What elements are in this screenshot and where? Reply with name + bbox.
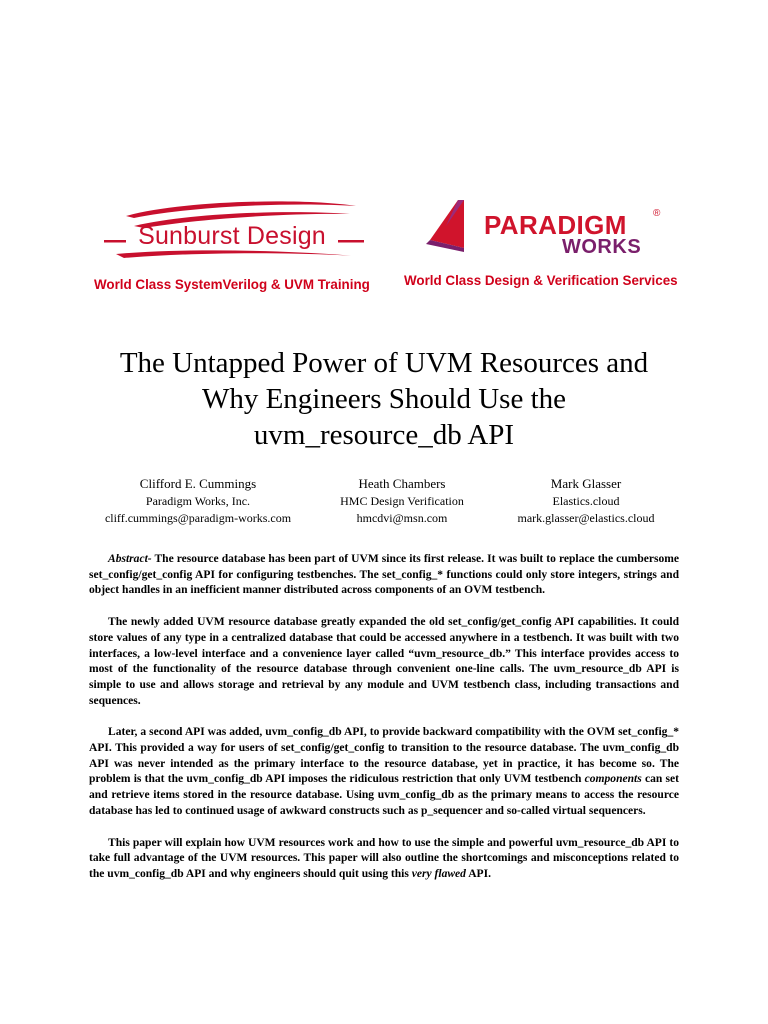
title-line-1: The Untapped Power of UVM Resources and — [119, 347, 649, 379]
registered-mark: ® — [653, 208, 661, 219]
paradigm-logo-text: PARADIGM — [484, 210, 627, 240]
author-name: Mark Glasser — [550, 476, 622, 491]
author-affiliation: Elastics.cloud — [552, 494, 620, 508]
abstract-label: Abstract- — [108, 553, 152, 565]
abstract-body — [89, 552, 679, 899]
author-block — [466, 475, 706, 527]
body-paragraph-4 — [89, 836, 679, 883]
abstract-text: The resource database has been part of UVM since its first release. It was built to replace the cumbersome set_config/get_config API for configuring testbenches. The set_config_* functions could only store integers, strings and object handles in an inefficient manner distributed across components of an OVM testbench. — [89, 553, 679, 597]
paragraph-text: can set and retrieve items stored in the resource database. Using uvm_config_db as the primary means to access the resource database has led to continued usage of awkward constructs such as p_sequencer and so-called virtual sequencers. — [89, 773, 679, 817]
paragraph-text: This paper will explain how UVM resources work and how to use the simple and powerful uvm_resource_db API to take full advantage of the UVM resources. This paper will also outline the shortcomings and misconceptions related to the uvm_config_db API and why engineers should quit using this — [89, 836, 679, 880]
author-name: Heath Chambers — [358, 476, 446, 491]
body-paragraph-2: The newly added UVM resource database greatly expanded the old set_config/get_config API capabilities. It could store values of any type in a centralized database that could be accessed anywhere in a testbench. It was built with two interfaces, a low-level interface and a convenience layer called “uvm_resource_db.” This interface provides access to most of the functionality of the resource database through convenient one-line calls. The uvm_resource_db API is simple to use and allows storage and retrieval by any module and UVM testbench class, including transactions and sequences. — [89, 616, 679, 707]
emphasis-text: very flawed — [411, 867, 466, 880]
paper-title — [60, 345, 708, 453]
body-paragraph-3 — [89, 725, 679, 819]
paradigm-works-logo — [424, 196, 684, 256]
sunburst-logo-text: Sunburst Design — [138, 222, 326, 250]
author-affiliation: HMC Design Verification — [340, 494, 464, 508]
paragraph-text: API. — [465, 867, 491, 880]
author-name: Clifford E. Cummings — [139, 476, 257, 491]
author-email: cliff.cummings@paradigm-works.com — [104, 511, 292, 525]
works-logo-text: WORKS — [562, 236, 642, 258]
title-line-3: uvm_resource_db API — [253, 419, 515, 451]
author-email: hmcdvi@msn.com — [356, 511, 448, 525]
paradigm-triangle-icon — [424, 196, 484, 252]
sunburst-design-logo — [104, 196, 364, 272]
emphasis-text: components — [584, 773, 642, 786]
abstract-paragraph — [89, 552, 679, 599]
author-affiliation: Paradigm Works, Inc. — [145, 494, 251, 508]
author-email: mark.glasser@elastics.cloud — [517, 511, 655, 525]
paragraph-text: Later, a second API was added, uvm_config_db API, to provide backward compatibility with the OVM set_config_* API. This provided a way for users of set_config/get_config to transition to the resource database. The uvm_config_db API was never intended as the primary interface to the resource database, yet in practice, it has become so. The problem is that the uvm_config_db API imposes the ridiculous restriction that only UVM testbench — [89, 726, 679, 786]
sunburst-tagline: World Class SystemVerilog & UVM Training — [94, 277, 370, 292]
paradigm-tagline: World Class Design & Verification Services — [404, 273, 678, 288]
title-line-2: Why Engineers Should Use the — [201, 383, 567, 415]
